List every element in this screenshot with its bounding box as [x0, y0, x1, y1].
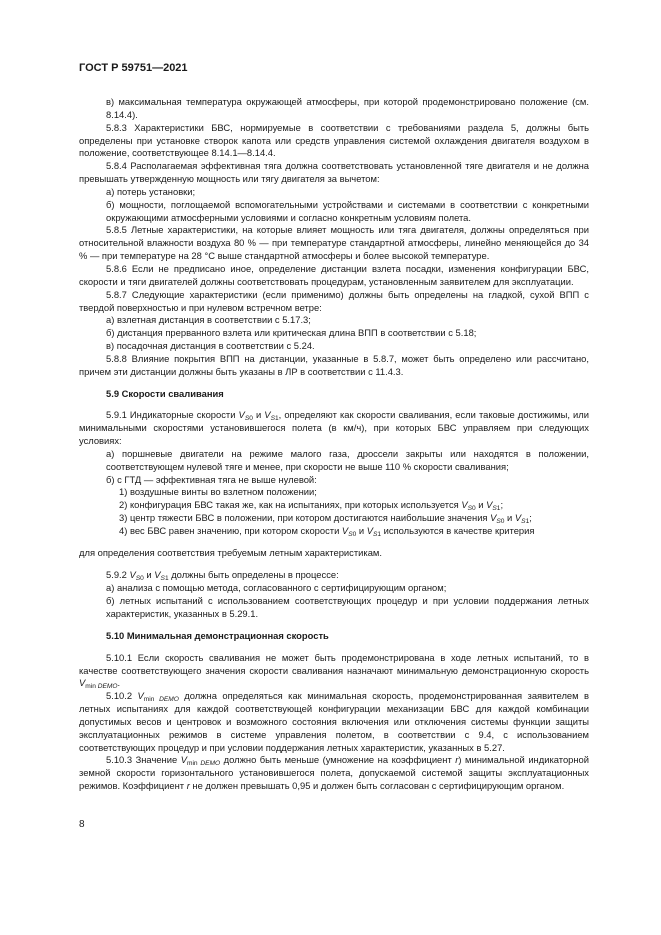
sub-list-item: 1) воздушные винты во взлетном положении; — [119, 486, 317, 498]
speed-symbol: $V_{S0}$ — [490, 512, 505, 526]
page-number: 8 — [79, 819, 85, 830]
list-item: а) поршневые двигатели на режиме малого газа, дроссели закрыты или находятся в положении, соответствующем нулевой тяге и менее, при скорости не выше 110 % скорости сваливания; — [106, 447, 589, 472]
list-item: в) максимальная температура окружающей атмосферы, при которой продемонстрировано положение (см. 8.14.4). — [106, 96, 589, 120]
paragraph: 5.8.3 Характеристики БВС, нормируемые в соответствии с требованиями раздела 5, должны быть определены при установке створок капота или средств управления системой охлаждения двигателя воздухом в положение, соответствующее 8.14.1—8.14.4. — [79, 121, 589, 159]
paragraph: 5.9.1 Индикаторные скорости $V_{S0}$ и $V_{S1}$, определяют как скорости сваливания, если таковые достижимы, или минимальными скоростями установившегося полета (в км/ч), при которых БВС управляем при следующих условиях: — [79, 409, 590, 447]
list-item: а) потерь установки; — [106, 185, 196, 197]
list-item: а) анализа с помощью метода, согласованного с сертифицирующим органом; — [106, 582, 447, 594]
speed-symbol: $V_{min DEMO}$ — [180, 754, 221, 768]
speed-symbol: $V_{S1}$ — [514, 512, 530, 526]
speed-symbol: $V_{S0}$ — [238, 409, 253, 423]
sub-list-item: 4) вес БВС равен значению, при котором скорости $V_{S0}$ и $V_{S1}$ используются в качестве критерия — [119, 525, 535, 538]
speed-symbol: $V_{S1}$ — [366, 525, 382, 538]
speed-symbol: $V_{min DEMO}$ — [137, 690, 179, 704]
sub-list-item: 2) конфигурация БВС такая же, как на испытаниях, при которых используется $V_{S0}$ и $V_{S1}$; — [119, 499, 504, 513]
list-item: в) посадочная дистанция в соответствии с 5.24. — [106, 340, 315, 352]
list-item: б) с ГТД — эффективная тяга не выше нулевой: — [106, 473, 317, 485]
paragraph: 5.8.5 Летные характеристики, на которые влияет мощность или тяга двигателя, должны определяться при относительной влажности воздуха 80 % — при температуре стандартной атмосферы, линейно меняющейся до 34 % — при температуре на 28 °С выше стандартной атмосферы и более высокой температуре. — [79, 224, 589, 262]
sub-list-item: 3) центр тяжести БВС в положении, при котором достигаются наибольшие значения $V_{S0}$ и $V_{S1}$; — [119, 512, 532, 526]
speed-symbol: $V_{min DEMO}$ — [79, 677, 118, 691]
speed-symbol: $V_{S0}$ — [129, 569, 144, 583]
speed-symbol: $V_{S0}$ — [461, 499, 476, 513]
document-header: ГОСТ Р 59751—2021 — [79, 62, 188, 74]
paragraph: 5.8.6 Если не предписано иное, определение дистанции взлета посадки, изменения конфигурации БВС, скорости и тяги двигателей должны соответствовать процедурам, установленным заявителем для эксплуатации. — [79, 262, 589, 287]
section-heading: 5.9 Скорости сваливания — [106, 387, 224, 399]
document-body — [79, 96, 589, 793]
list-item: а) взлетная дистанция в соответствии с 5.17.3; — [106, 314, 311, 326]
speed-symbol: $V_{S1}$ — [486, 499, 501, 513]
paragraph: 5.10.1 Если скорость сваливания не может быть продемонстрирована в ходе летных испытаний, то в качестве соответствующего значения скорости сваливания назначают минимальную демонстрационную скорость $V_{min DEMO}$. — [79, 651, 589, 691]
list-item: б) летных испытаний с использованием соответствующих процедур и при условии поддержания летных характеристик, указанных в 5.29.1. — [106, 595, 589, 619]
paragraph: 5.10.2 $V_{min DEMO}$ должна определяться как минимальная скорость, продемонстрированная заявителем в летных испытаниях для каждой соответствующей конфигурации механизации БВС для каждой комбинации допустимых весов и центровок и возможного состояния включения или отключения системы функции защиты эксплуатационных режимов в системе управления полетом, в соответствии с 9.4, с использованием соответствующих процедур и при условии поддержания летных характеристик, указанных в 5.27. — [79, 690, 589, 753]
paragraph: 5.10.3 Значение $V_{min DEMO}$ должно быть меньше (умножение на коэффициент r) минимальной индикаторной земной скорости горизонтального установившегося полета, допускаемой системой защиты эксплуатационных режимов. Коэффициент r не должен превышать 0,95 и должен быть согласован с сертифицирующим органом. — [79, 754, 589, 792]
list-item: б) дистанция прерванного взлета или критическая длина ВПП в соответствии с 5.18; — [106, 327, 477, 339]
speed-symbol: $V_{S0}$ — [341, 525, 357, 538]
paragraph: 5.8.8 Влияние покрытия ВПП на дистанции, указанные в 5.8.7, может быть определено или рассчитано, причем эти дистанции должны быть указаны в ЛР в соответствии с 11.4.3. — [79, 352, 589, 377]
section-heading: 5.10 Минимальная демонстрационная скорость — [106, 629, 329, 641]
paragraph: 5.8.4 Располагаемая эффективная тяга должна соответствовать установленной тяге двигателя и не должна превышать утвержденную мощность или тягу двигателя за вычетом: — [79, 160, 589, 185]
list-item: б) мощности, поглощаемой вспомогательными устройствами и системами в соответствии с конкретными окружающими атмосферными условиями и согласно конкретным условиям полета. — [106, 198, 589, 223]
paragraph: 5.9.2 $V_{S0}$ и $V_{S1}$ должны быть определены в процессе: — [106, 569, 339, 583]
paragraph-continuation: для определения соответствия требуемым летным характеристикам. — [79, 547, 382, 559]
speed-symbol: $V_{S1}$ — [154, 569, 169, 583]
paragraph: 5.8.7 Следующие характеристики (если применимо) должны быть определены на гладкой, сухой ВПП с твердой поверхностью и при нулевом встречном ветре: — [79, 288, 589, 313]
speed-symbol: $V_{S1}$ — [264, 409, 279, 423]
